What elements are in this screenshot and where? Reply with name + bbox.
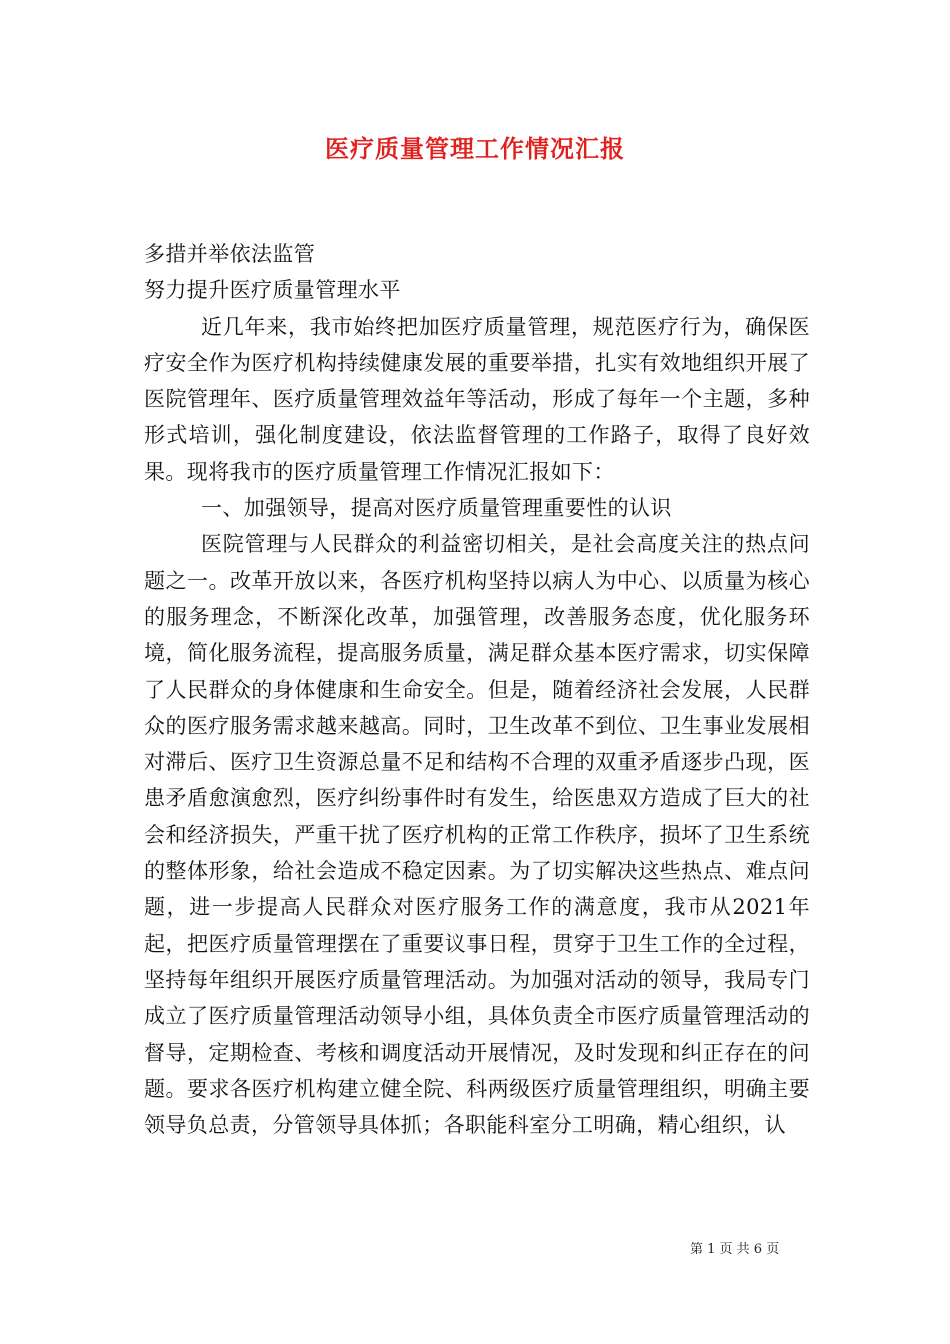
subtitle-line-2: 努力提升医疗质量管理水平	[144, 278, 401, 303]
document-title: 医疗质量管理工作情况汇报	[325, 134, 625, 163]
subtitle-line-1: 多措并举依法监管	[144, 242, 316, 266]
page-number: 第 1 页 共 6 页	[690, 1242, 780, 1257]
document-body	[144, 236, 810, 1143]
paragraph-section-1: 医院管理与人民群众的利益密切相关，是社会高度关注的热点问题之一。改革开放以来，各医疗机构坚持以病人为中心、以质量为核心的服务理念，不断深化改革，加强管理，改善服务态度，优化服务环境，简化服务流程，提高服务质量，满足群众基本医疗需求，切实保障了人民群众的身体健康和生命安全。但是，随着经济社会发展，人民群众的医疗服务需求越来越高。同时，卫生改革不到位、卫生事业发展相对滞后、医疗卫生资源总量不足和结构不合理的双重矛盾逐步凸现，医患矛盾愈演愈烈，医疗纠纷事件时有发生，给医患双方造成了巨大的社会和经济损失，严重干扰了医疗机构的正常工作秩序，损坏了卫生系统的整体形象，给社会造成不稳定因素。为了切实解决这些热点、难点问题，进一步提高人民群众对医疗服务工作的满意度，我市从2021年起，把医疗质量管理摆在了重要议事日程，贯穿于卫生工作的全过程，坚持每年组织开展医疗质量管理活动。为加强对活动的领导，我局专门成立了医疗质量管理活动领导小组，具体负责全市医疗质量管理活动的督导，定期检查、考核和调度活动开展情况，及时发现和纠正存在的问题。要求各医疗机构建立健全院、科两级医疗质量管理组织，明确主要领导负总责，分管领导具体抓；各职能科室分工明确，精心组织，认	[144, 532, 810, 1138]
section-heading-1: 一、加强领导，提高对医疗质量管理重要性的认识	[201, 496, 672, 521]
paragraph-intro: 近几年来，我市始终把加医疗质量管理，规范医疗行为，确保医疗安全作为医疗机构持续健康发展的重要举措，扎实有效地组织开展了医院管理年、医疗质量管理效益年等活动，形成了每年一个主题，多种形式培训，强化制度建设，依法监督管理的工作路子，取得了良好效果。现将我市的医疗质量管理工作情况汇报如下：	[144, 314, 810, 484]
